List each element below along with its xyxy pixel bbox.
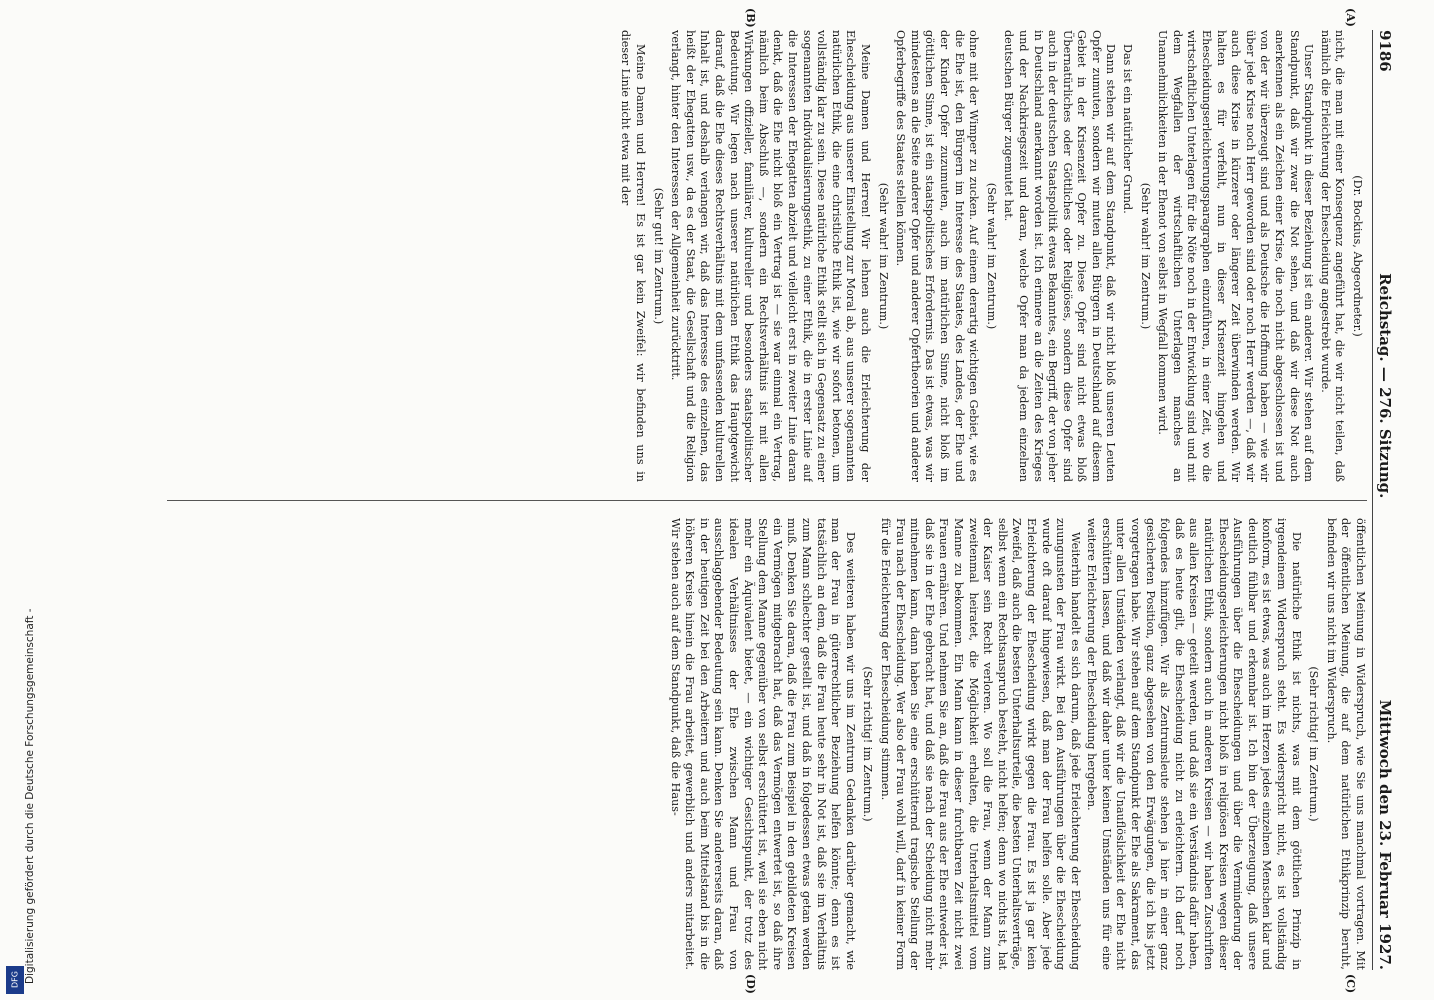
interjection: (Sehr richtig! im Zentrum.)	[861, 666, 875, 822]
paragraph: ohne mit der Wimper zu zucken. Auf einem derartig wichtigen Gebiet, wie es die Ehe ist, den Bürgern im Interesse des Staates, des Landes, der Ehe und der Kinder Opfer zuzumuten, auch im natürlichen Sinne, nicht bloß im göttlichen Sinne, ist ein staatspolitisches Erfordernis. Das ist etwas, was wir mindestens an die Seite anderer Opfer und anderer Opfertheorien und anderer Opferbegriffe des Staates stellen können.	[894, 30, 981, 482]
paragraph: Meine Damen und Herren! Es ist gar kein Zweifel: wir befinden uns in dieser Linie nicht etwa mit der	[619, 30, 648, 482]
paragraph: Weiterhin handelt es sich darum, daß jede Erleichterung der Ehescheidung zuungunsten der Frau wirkt. Bei den Ausführungen über die Ehescheidung wurde oft darauf hingewiesen, daß man der Frau helfen solle. Aber jede Erleichterung der Ehescheidung wirkt gegen die Frau. Es ist ja gar kein Zweifel, daß auch die besten Unterhaltsurteile, die besten Unterhaltsverträge, selbst wenn ein Rechtsanspruch besteht, nicht helfen; denn wo nichts ist, hat der Kaiser sein Recht verloren. Wo soll die Frau, wenn der Mann zum zweitenmal heiratet, die Möglichkeit erhalten, die Unterhaltsmittel vom Manne zu bekommen. Ein Mann kann in dieser furchtbaren Zeit nicht zwei Frauen ernähren. Und nehmen Sie an, daß die Frau aus der Ehe entweder ist, daß sie in der Ehe gebracht hat, und daß sie nach der Scheidung nicht mehr mitnehmen kann, dann haben Sie eine erschütternd tragische Stellung der Frau nach der Ehescheidung. Wer also der Frau wohl will, darf in keiner Form für die Erleichterung der Ehescheidung stimmen.	[879, 518, 1082, 970]
rotated-page-area	[97, 0, 1397, 1000]
page-number: 9186	[1376, 30, 1394, 72]
page-content	[157, 8, 1397, 994]
paragraph: öffentlichen Meinung in Widerspruch, wie Sie uns manchmal vortragen. Mit der öffentlichen Meinung, die auf dem natürlichen Ethikprinzip beruht, befinden wir uns nicht im Widerspruch.	[1324, 518, 1367, 970]
paragraph: Das ist ein natürlicher Grund.	[1121, 44, 1135, 214]
left-column	[167, 30, 1367, 482]
column-divider	[167, 500, 1367, 501]
paragraph: Meine Damen und Herren! Wir lehnen auch die Erleichterung der Ehescheidung aus unserer Einstellung zur Moral ab, aus unserer sogenannten natürlichen Ethik, die eine christliche Ethik ist, wie wir sofort betonen, um vollständig klar zu sein. Diese natürliche Ethik stellt sich in Gegensatz zu einer sogenannten Individualisierungsethik, zu einer Ethik, die in erster Linie auf die Interessen der Ehegatten abzielt und vielleicht erst in zweiter Linie daran denkt, daß die Ehe nicht bloß ein Vertrag ist — sie war einmal ein Vertrag, nämlich beim Abschluß —, sondern ein Rechtsverhältnis ist mit allen Wirkungen offizieller, familiärer, kultureller und besonders staatspolitischer Bedeutung. Wir legen nach unserer natürlichen Ethik das Hauptgewicht darauf, daß die Ehe dieses Rechtsverhältnis mit dem umfassenden kulturellen Inhalt ist, und deshalb verlangen wir, daß das Interesse des einzelnen, das heißt der Ehegatten usw., da es der Staat, die Gesellschaft und die Religion verlangt, hinter den Interessen der Allgemeinheit zurücktritt.	[669, 30, 872, 482]
interjection: (Sehr wahr! im Zentrum.)	[984, 182, 998, 330]
paragraph: Dann stehen wir auf dem Standpunkt, daß wir nicht bloß unseren Leuten Opfer zumuten, sondern wir muten allen Bürgern in Deutschland auf diesem Gebiet in der Krisenzeit Opfer zu. Diese Opfer sind nicht etwas bloß Übernatürliches oder Göttliches oder Religiöses, sondern diese Opfer sind auch in der deutschen Staatspolitik etwas Bekanntes, ein Begriff, der von jeher in Deutschland anerkannt worden ist. Ich erinnere an die Zeiten des Krieges und der Nachkriegszeit und daran, welche Opfer man da jedem einzelnen deutschen Bürger zugemutet hat.	[1002, 30, 1118, 482]
speaker-line: (Dr. Bockius, Abgeordneter.)	[1351, 175, 1364, 337]
interjection: (Sehr gut! im Zentrum.)	[651, 187, 665, 325]
paragraph: Des weiteren haben wir uns im Zentrum Gedanken darüber gemacht, wie man der Frau in güterrechtlicher Beziehung helfen könnte; denn es ist tatsächlich an dem, daß die Frau heute sehr in Not ist, daß sie im Verhältnis zum Mann schlechter gestellt ist, und daß in folgedessen etwas getan werden muß. Denken Sie daran, daß die Frau zum Beispiel in den gebildeten Kreisen ein Vermögen mitgebracht hat, daß das Vermögen entwertet ist, so daß ihre Stellung dem Manne gegenüber von selbst erschüttert ist, weil sie eben nicht mehr ein Äquivalent bietet, — ein wichtiger Gesichtspunkt, der trotz des idealen Verhältnisses der Ehe zwischen Mann und Frau von ausschlaggebender Bedeutung sein kann. Denken Sie andererseits daran, daß in der heutigen Zeit bei den Arbeitern und auch beim Mittelstand bis in die höheren Kreise hinein die Frau arbeitet, gewerblich und anders mitarbeitet. Wir stehen auch auf dem Standpunkt, daß die Haus-	[668, 518, 857, 970]
interjection: (Sehr richtig! im Zentrum.)	[1307, 666, 1321, 822]
footer-text: Digitalisierung gefördert durch die Deutsche Forschungsgemeinschaft -	[24, 608, 36, 984]
header-title: Reichstag. — 276. Sitzung.	[1376, 273, 1394, 499]
margin-mark-c: (C)	[1344, 974, 1357, 994]
header-date: Mittwoch den 23. Februar 1927.	[1376, 699, 1394, 970]
right-column	[167, 518, 1367, 970]
margin-mark-d: (D)	[744, 974, 757, 994]
margin-mark-b: (B)	[744, 8, 757, 28]
interjection: (Sehr wahr! im Zentrum.)	[876, 182, 890, 330]
paragraph: Unser Standpunkt in dieser Beziehung ist ein anderer. Wir stehen auf dem Standpunkt, daß wir zwar die Not sehen, und daß wir diese Not auch anerkennen als ein Zeichen einer Krise, die noch nicht abgeschlossen ist und von der wir überzeugt sind und als Deutsche die Hoffnung haben — wie wir über jede Krise noch Herr geworden sind oder noch Herr werden —, daß wir auch diese Krise in kürzerer oder längerer Zeit überwinden werden. Wir halten es für verfehlt, nun in dieser Krisenzeit hingehen und Ehescheidungserleichterungsparagraphen einzuführen, in einer Zeit, wo die wirtschaftlichen Unterlagen für die Nöte noch in der Entwicklung sind und mit dem Wegfallen der wirtschaftlichen Unterlagen manches an Unannehmlichkeiten in der Ehenot von selbst in Wegfall kommen wird.	[1156, 30, 1316, 482]
margin-mark-a: (A)	[1344, 8, 1357, 27]
digitization-footer	[0, 0, 36, 1000]
paragraph: nicht, die man mit einer Konsequenz angeführt hat, die wir nicht teilen, daß nämlich die Erleichterung der Ehescheidung angestrebt wurde.	[1318, 30, 1347, 482]
paragraph: Die natürliche Ethik ist nichts, was mit dem göttlichen Prinzip in irgendeinem Widerspruch steht. Es widerspricht nicht, es ist vollständig konform, es ist etwas, was auch im Herzen jedes einzelnen Menschen klar und deutlich fühlbar und erkennbar ist. Ich bin der Überzeugung, daß unsere Ausführungen über die Ehescheidungen und über die Verminderung der Ehescheidungserleichterungen nicht bloß in religiösen Kreisen wegen dieser natürlichen Ethik, sondern auch in anderen Kreisen — wir haben Zuschriften aus allen Kreisen — geteilt werden, und daß sie ein Verständnis dafür haben, daß es heute gilt, die Ehescheidung nicht zu erleichtern. Ich darf noch folgendes hinzufügen. Wir als Zentrumsleute stehen ja hier in einer ganz gesicherten Position, ganz abgesehen von den Erwägungen, die ich bis jetzt vorgetragen habe. Wir stehen auf dem Standpunkt der Ehe als Sakrament, das unter allen Umständen verlangt, daß wir die Unauflöslichkeit der Ehe nicht erschüttern lassen, und daß wir daher unter keinen Umständen uns für eine weitere Erleichterung der Ehescheidung hergeben.	[1085, 518, 1303, 970]
dfg-logo: DFG	[6, 966, 24, 994]
page-header	[1372, 30, 1397, 970]
interjection: (Sehr wahr! im Zentrum.)	[1138, 182, 1152, 330]
